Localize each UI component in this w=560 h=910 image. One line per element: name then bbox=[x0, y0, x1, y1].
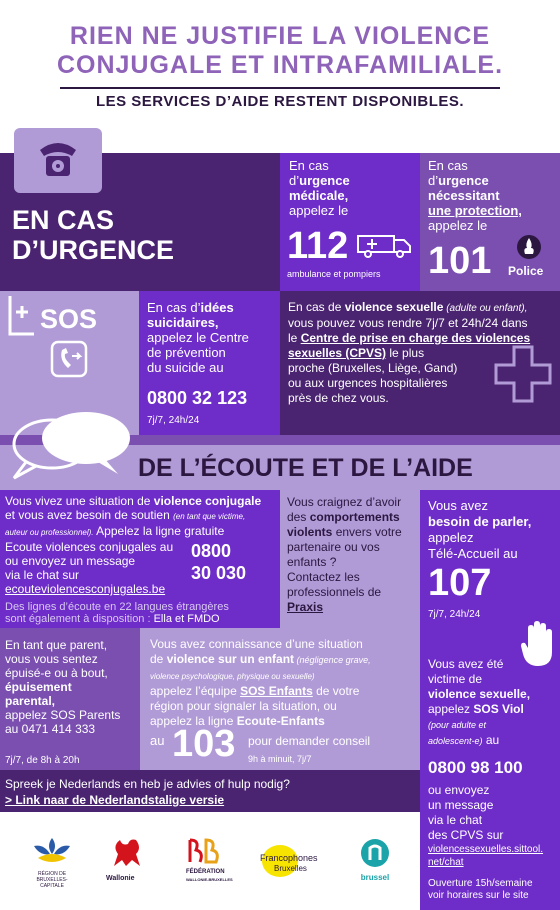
logo-fwb: FÉDÉRATION WALLONIE-BRUXELLES bbox=[186, 838, 246, 883]
rooster-icon bbox=[106, 836, 146, 870]
enfant-conseil: pour demander conseil bbox=[248, 734, 371, 748]
title-line-2: CONJUGALE ET INTRAFAMILIALE. bbox=[56, 51, 504, 79]
urgence-title: EN CAS D’URGENCE bbox=[12, 205, 175, 265]
phone-chat-icon bbox=[50, 340, 88, 378]
enfant-au: au bbox=[150, 733, 165, 748]
nl-link[interactable]: > Link naar de Nederlandstalige versie bbox=[5, 793, 225, 807]
praxis-link[interactable]: Praxis bbox=[287, 600, 324, 614]
protection-text: En cas d’urgence nécessitant une protection, appelez le bbox=[428, 158, 522, 233]
sos-label: SOS bbox=[40, 304, 98, 334]
cpvs-link[interactable]: Centre de prise en charge des violences bbox=[300, 331, 531, 345]
langs-text: Des lignes d’écoute en 22 langues étrangères sont également à disposition : Ella et FMDO bbox=[5, 601, 229, 625]
phone-icon bbox=[36, 136, 80, 184]
medical-text: En cas d’urgence médicale, appelez le bbox=[289, 158, 350, 218]
number-107[interactable]: 107 bbox=[428, 562, 492, 604]
brussel-logo-icon bbox=[360, 838, 390, 868]
nl-question: Spreek je Nederlands en heb je advies of hulp nodig? bbox=[5, 777, 290, 791]
ambulance-note: ambulance et pompiers bbox=[287, 269, 381, 279]
logo-wallonie: Wallonie bbox=[106, 836, 150, 882]
ecoute-conjugale-link[interactable]: ecouteviolencesconjugales.be bbox=[5, 582, 166, 596]
number-103[interactable]: 103 bbox=[172, 723, 236, 765]
sexual-violence-text: En cas de violence sexuelle (adulte ou enfant), vous pouvez vous rendre 7j/7 et 24h/24 dans le Centre de prise en charge des violences sexuelles (CPVS) le plus proche (Bruxelles, Liège, Gand) ou aux urgences hospitalières près de chez vous. bbox=[288, 300, 531, 405]
suicide-number[interactable]: 0800 32 123 bbox=[147, 388, 248, 408]
iris-logo-icon bbox=[28, 836, 76, 866]
parent-hours: 7j/7, de 8h à 20h bbox=[5, 755, 80, 766]
enfant-text: Vous avez connaissance d’une situation de violence sur un enfant (négligence grave, violence psychologique, physique ou sexuelle) appelez l’équipe SOS Enfants de votre région pour signaler la situation, ou appelez la ligne Ecoute-Enfants bbox=[150, 637, 371, 728]
logo-francophones: Francophones Bruxelles bbox=[260, 845, 346, 879]
enfant-hours: 9h à minuit, 7j/7 bbox=[248, 754, 312, 764]
header-divider bbox=[60, 87, 500, 89]
comportements-text: Vous craignez d’avoir des comportements violents envers votre partenaire ou vos enfants ? Contactez les professionnels de Praxis bbox=[287, 495, 402, 614]
fwb-logo-icon bbox=[186, 838, 220, 864]
ecoute-title: DE L’ÉCOUTE ET DE L’AIDE bbox=[138, 454, 473, 482]
subtitle: LES SERVICES D’AIDE RESTENT DISPONIBLES. bbox=[95, 93, 465, 110]
police-label: Police bbox=[508, 264, 544, 278]
medical-cross-icon bbox=[494, 345, 552, 403]
parent-text: En tant que parent, vous vous sentez épuisé-e ou à bout, épuisement parental, appelez SOS Parents au 0471 414 333 bbox=[5, 638, 121, 736]
viol-text: Vous avez été victime de violence sexuelle, appelez SOS Viol (pour adulte et adolescent-e) au bbox=[428, 657, 531, 747]
viol-hours: Ouverture 15h/semaine voir horaires sur le site bbox=[428, 878, 533, 901]
parler-hours: 7j/7, 24h/24 bbox=[428, 609, 481, 620]
plus-bracket-icon bbox=[6, 294, 36, 338]
conjugale-text: Vous vivez une situation de violence conjugale et vous avez besoin de soutien (en tant que victime, auteur ou professionnel). Appelez la ligne gratuite Ecoute violences conjugales au ou envoyez un message via le chat sur ecouteviolencesconjugales.be bbox=[5, 494, 262, 596]
suicide-hours: 7j/7, 24h/24 bbox=[147, 415, 200, 426]
number-112[interactable]: 112 bbox=[287, 225, 349, 267]
viol-chat-link[interactable]: violencessexuelles.sittool. net/chat bbox=[428, 844, 544, 868]
logo-brussel: brussel bbox=[355, 838, 395, 882]
speech-bubbles-icon bbox=[8, 402, 134, 484]
main-title bbox=[0, 22, 560, 80]
number-101[interactable]: 101 bbox=[428, 240, 492, 282]
ambulance-icon bbox=[356, 230, 412, 258]
suicide-text: En cas d’idées suicidaires, appelez le Centre de prévention du suicide au bbox=[147, 300, 249, 375]
viol-chat-text: ou envoyez un message via le chat des CPVS sur bbox=[428, 783, 504, 842]
title-line-1: RIEN NE JUSTIFIE LA VIOLENCE bbox=[69, 22, 491, 50]
sos-enfants-link[interactable]: SOS Enfants bbox=[240, 684, 313, 698]
parler-text: Vous avez besoin de parler, appelez Télé-Accueil au bbox=[428, 498, 532, 561]
phone-icon-box bbox=[14, 128, 102, 193]
police-icon bbox=[516, 234, 542, 260]
logo-brussels-region: RÉGION DE BRUXELLES- CAPITALE bbox=[28, 836, 78, 889]
conjugale-number[interactable]: 0800 30 030 bbox=[191, 541, 247, 583]
viol-number[interactable]: 0800 98 100 bbox=[428, 758, 523, 777]
